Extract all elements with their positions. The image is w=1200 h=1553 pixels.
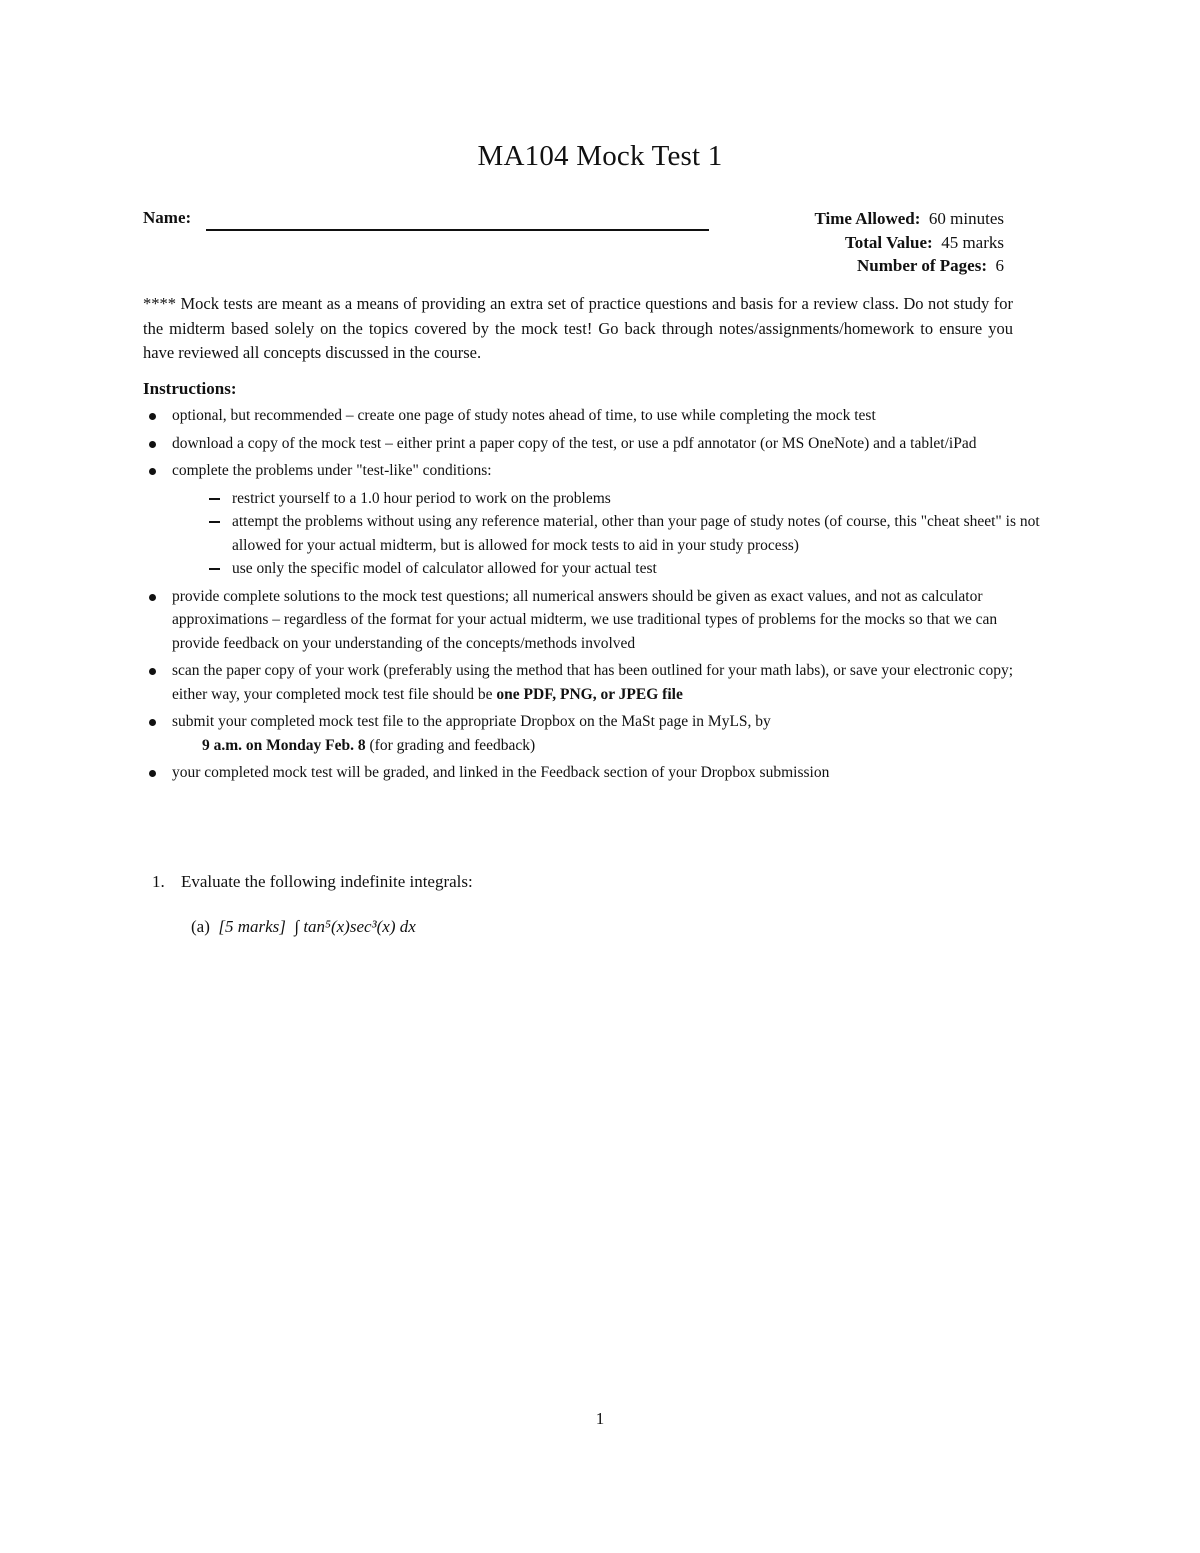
bullet-icon [149,770,156,777]
list-item [143,761,1043,785]
sublist-item [172,510,1043,557]
page-number: 1 [595,1409,605,1428]
file-format-emphasis: one PDF, PNG, or JPEG file [496,685,683,703]
list-item [143,432,1043,456]
part-marks: [5 marks] [218,917,286,936]
bullet-icon [149,441,156,448]
name-label: Name: [143,208,192,227]
deadline-line [172,734,1043,758]
list-item-text: complete the problems under "test-like" conditions: [172,462,492,479]
list-item [143,459,1043,581]
list-item-text: your completed mock test will be graded, and linked in the Feedback section of your Dropbox submission [172,764,830,781]
sublist [172,487,1043,581]
list-item [143,585,1043,656]
part-label: (a) [191,917,210,936]
bullet-icon [149,668,156,675]
total-value-label: Total Value: [844,232,933,252]
instructions-list [143,404,1043,789]
deadline-note: (for grading and feedback) [365,736,536,754]
list-item [143,404,1043,428]
sublist-item [172,487,1043,511]
list-item-text: submit your completed mock test file to the appropriate Dropbox on the MaSt page in MyLS, by [172,713,771,730]
time-allowed-label: Time Allowed: [814,209,921,228]
sublist-item-text: attempt the problems without using any reference material, other than your page of study notes (of course, this "cheat sheet" is not allowed for your actual midterm, but is allowed for mock tests to aid in your study process) [232,513,1040,554]
list-item [143,659,1043,706]
name-field-line [206,229,709,231]
question-number: 1. [152,872,165,891]
bullet-icon [149,468,156,475]
sublist-item-text: restrict yourself to a 1.0 hour period to work on the problems [232,489,611,507]
list-item-text: download a copy of the mock test – either print a paper copy of the test, or use a pdf annotator (or MS OneNote) and a tablet/iPad [172,434,977,452]
integral-expression: ∫ tan⁵(x)sec³(x) dx [294,917,416,936]
list-item-text: provide complete solutions to the mock test questions; all numerical answers should be given as exact values, and not as calculator approximations – regardless of the format for your actual midterm, we use traditional types of problems for the mocks so that we can provide feedback on your understanding of the concepts/methods involved [172,587,998,652]
total-value-value: 45 marks [941,232,1004,252]
bullet-icon [149,594,156,601]
pages-label: Number of Pages: [857,256,987,275]
dash-icon [209,521,220,523]
total-value [814,231,1004,255]
intro-paragraph: **** Mock tests are meant as a means of providing an extra set of practice questions and basis for a review class. Do not study for the midterm based solely on the topics covered by the mock test! Go back through notes/assignments/homework to ensure you have reviewed all concepts discussed in the course. [143,294,1013,362]
pages-value: 6 [995,256,1004,275]
deadline-emphasis: 9 a.m. on Monday Feb. 8 [202,736,366,754]
dash-icon [209,568,220,570]
question-text: Evaluate the following indefinite integrals: [181,872,473,891]
question-1 [152,872,473,892]
sublist-item [172,557,1043,581]
list-item-text: optional, but recommended – create one page of study notes ahead of time, to use while completing the mock test [172,407,876,424]
list-item-text: scan the paper copy of your work (preferably using the method that has been outlined for your math labs), or save your electronic copy; either way, your completed mock test file should be [172,662,1014,703]
page-title: MA104 Mock Test 1 [477,140,723,172]
sublist-item-text: use only the specific model of calculator allowed for your actual test [232,560,657,577]
dash-icon [209,498,220,500]
bullet-icon [149,413,156,420]
list-item [143,710,1043,757]
number-of-pages [814,254,1004,278]
bullet-icon [149,719,156,726]
question-1a [191,917,416,937]
time-allowed [814,207,1004,231]
instructions-heading: Instructions: [143,379,237,398]
time-allowed-value: 60 minutes [928,209,1004,228]
test-meta [814,207,1004,278]
